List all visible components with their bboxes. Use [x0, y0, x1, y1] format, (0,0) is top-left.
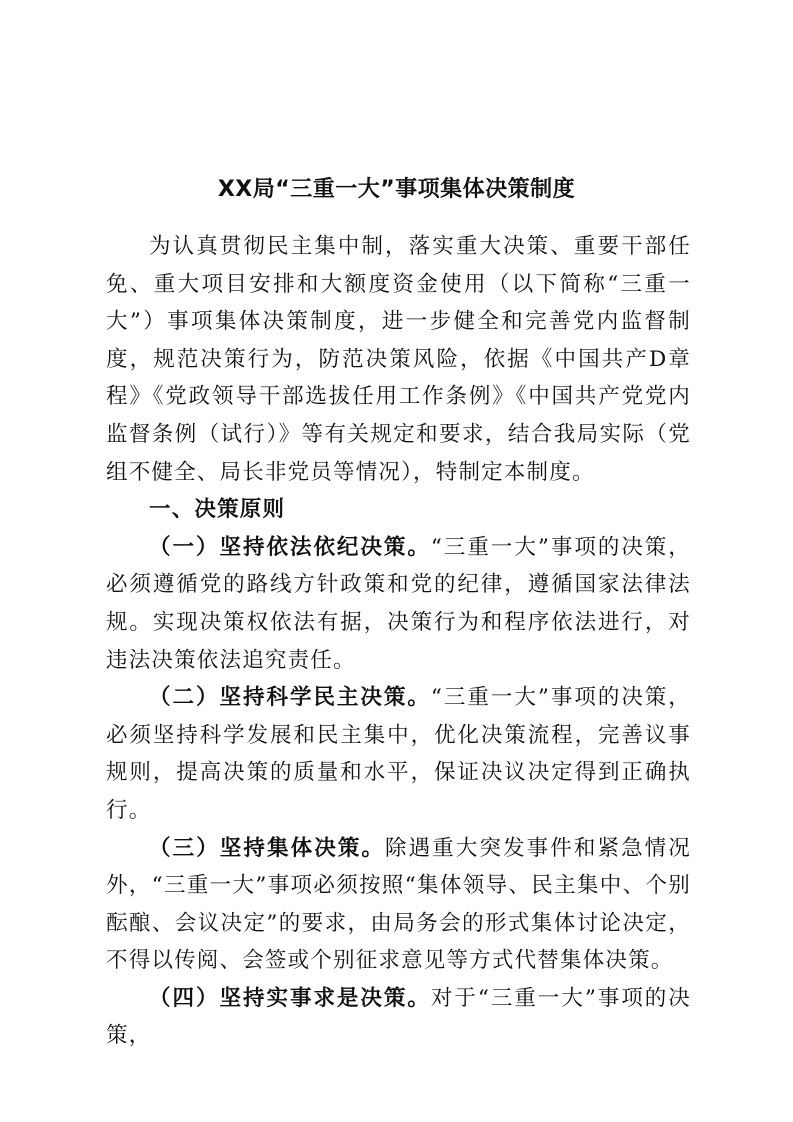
principle-lead: （二）坚持科学民主决策。: [149, 685, 431, 711]
principle-paragraph: [106, 679, 691, 829]
principle-paragraph: [106, 980, 691, 1055]
intro-paragraph: 为认真贯彻民主集中制，落实重大决策、重要干部任免、重大项目安排和大额度资金使用（以下简称“三重一大”）事项集体决策制度，进一步健全和完善党内监督制度，规范决策行为，防范决策风险，依据《中国共产D章程》《党政领导干部选拔任用工作条例》《中国共产党党内监督条例（试行）》等有关规定和要求，结合我局实际（党组不健全、局长非党员等情况），特制定本制度。: [106, 234, 691, 485]
principle-lead: （四）坚持实事求是决策。: [149, 985, 431, 1011]
section-heading: 一、决策原则: [149, 497, 286, 523]
principle-paragraph: [106, 830, 691, 980]
principle-text: “三重一大”事项的决策，必须坚持科学发展和民主集中，优化决策流程，完善议事规则，提高决策的质量和水平，保证决议决定得到正确执行。: [106, 685, 691, 823]
principle-lead: （一）坚持依法依纪决策。: [149, 534, 431, 560]
principle-text: 对于“三重一大”事项的决策，: [106, 985, 691, 1049]
document-body: [106, 228, 691, 1055]
document-title: XX局“三重一大”事项集体决策制度: [217, 177, 576, 202]
principle-text: 除遇重大突发事件和紧急情况外，“三重一大”事项必须按照“集体领导、民主集中、个别酝酿、会议决定”的要求，由局务会的形式集体讨论决定，不得以传阅、会签或个别征求意见等方式代替集体决策。: [106, 835, 691, 974]
principle-text: “三重一大”事项的决策，必须遵循党的路线方针政策和党的纪律，遵循国家法律法规。实现决策权依法有据，决策行为和程序依法进行，对违法决策依法追究责任。: [106, 534, 691, 673]
principle-lead: （三）坚持集体决策。: [149, 835, 386, 861]
principle-paragraph: [106, 529, 691, 679]
